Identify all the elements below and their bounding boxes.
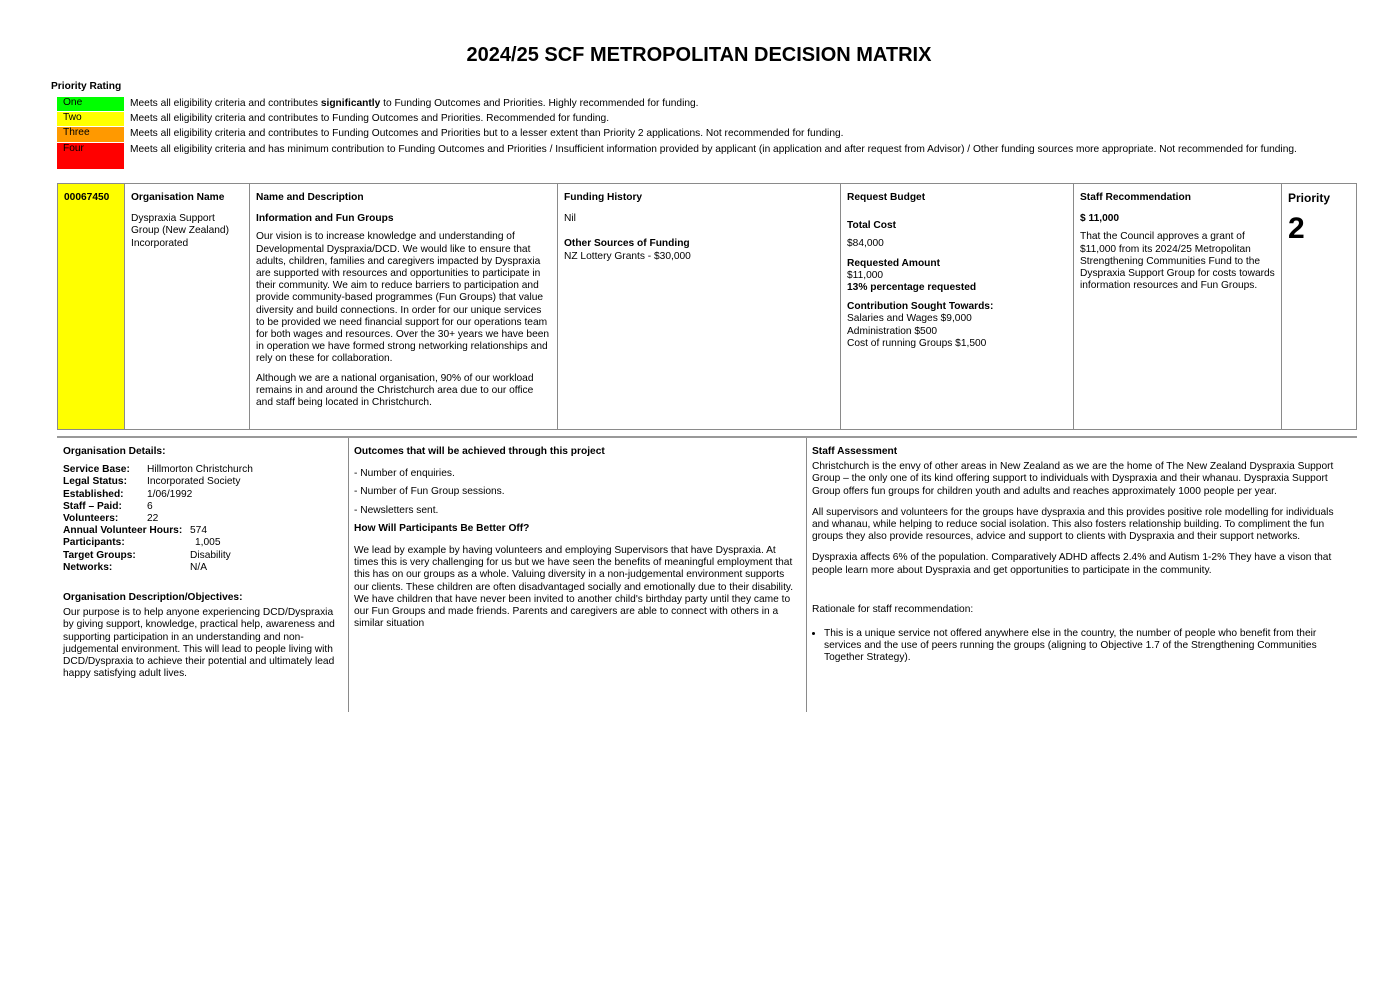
priority-swatch: One — [57, 97, 124, 111]
assessment-paragraph: All supervisors and volunteers for the groups have dyspraxia and this provides positive role modelling for individuals and whanau, while helping to reduce social isolation. This also fosters relationship building. To compliment the fun groups they also provide resources, advice and support to clients with Dyspraxia and their support networks. — [812, 506, 1334, 543]
contribution-item: Cost of running Groups $1,500 — [847, 337, 987, 349]
organisation-description-header: Organisation Description/Objectives: — [63, 591, 243, 603]
funding-history-value: Nil — [564, 213, 576, 225]
organisation-name-header: Organisation Name — [131, 192, 225, 203]
outcome-item: - Number of Fun Group sessions. — [354, 486, 505, 498]
application-id-cell — [58, 184, 125, 429]
field-value: 6 — [147, 500, 153, 512]
staff-recommendation-text: That the Council approves a grant of $11,000 from its 2024/25 Metropolitan Strengthening Communities Fund to the Dyspraxia Support Group for costs towards information resources and Fun Groups. — [1080, 231, 1275, 292]
contribution-item: Salaries and Wages $9,000 — [847, 313, 972, 325]
project-title: Information and Fun Groups — [256, 213, 394, 225]
priority-legend-two — [57, 112, 1317, 126]
priority-rating-heading: Priority Rating — [51, 81, 122, 92]
assessment-paragraph: Christchurch is the envy of other areas in New Zealand as we are the home of The New Zealand Dyspraxia Support Group – the only one of its kind offering support to individuals with Dyspraxia and their whanau. Dyspraxia Support Group offers fun groups for children youth and adults and reaches approximately 1000 people per year. — [812, 461, 1334, 497]
field-value: 1/06/1992 — [147, 488, 193, 500]
funding-history-cell — [558, 184, 841, 429]
name-description-header: Name and Description — [256, 192, 364, 203]
project-description: Our vision is to increase knowledge and understanding of Developmental Dyspraxia/DCD. We would like to ensure that adults, children, families and caregivers impacted by Dyspraxia are supported with resources and opportunities to participate in their community. We aim to reduce barriers to participation and provide community-based programmes (Fun Groups) that value diversity and build connections. In order for our unique services to be provided we need financial support for our operations team for both wages and resources. Over the 30+ years we have been in operation we have formed strong networking relationships and rely on these for collaboration. — [256, 231, 550, 365]
staff-recommendation-amount: $ 11,000 — [1080, 213, 1120, 225]
staff-assessment-section — [806, 438, 1357, 712]
field-label: Networks: — [63, 561, 113, 573]
outcomes-header: Outcomes that will be achieved through this project — [354, 446, 605, 457]
field-label: Participants: — [63, 537, 125, 549]
percentage-requested: 13% percentage requested — [847, 282, 977, 294]
staff-recommendation-header: Staff Recommendation — [1080, 192, 1191, 203]
name-description-cell — [250, 184, 558, 429]
request-budget-header: Request Budget — [847, 192, 926, 203]
other-sources-header: Other Sources of Funding — [564, 238, 690, 250]
field-label: Staff – Paid: — [63, 500, 122, 512]
rationale-list — [812, 628, 1351, 665]
priority-description: Meets all eligibility criteria and contributes to Funding Outcomes and Priorities. Recommended for funding. — [130, 113, 610, 124]
other-sources-value: NZ Lottery Grants - $30,000 — [564, 250, 691, 262]
priority-value: 2 — [1288, 212, 1305, 246]
priority-header: Priority — [1288, 191, 1331, 205]
field-label: Service Base: — [63, 464, 130, 476]
field-value: Incorporated Society — [147, 476, 241, 488]
priority-description: Meets all eligibility criteria and contributes significantly to Funding Outcomes and Priorities. Highly recommended for funding. — [130, 98, 699, 109]
field-value: 1,005 — [195, 537, 221, 549]
staff-assessment-header: Staff Assessment — [812, 446, 898, 457]
field-value: N/A — [190, 561, 207, 573]
priority-legend-three — [57, 127, 1317, 142]
funding-history-header: Funding History — [564, 192, 643, 203]
organisation-details-header: Organisation Details: — [63, 446, 166, 457]
field-value: 22 — [147, 512, 159, 524]
organisation-name-cell — [125, 184, 250, 429]
requested-amount-value: $11,000 — [847, 269, 884, 281]
outcome-item: - Number of enquiries. — [354, 468, 455, 480]
contribution-label: Contribution Sought Towards: — [847, 301, 994, 313]
organisation-name: Dyspraxia Support Group (New Zealand) Incorporated — [131, 213, 229, 249]
priority-swatch: Three — [57, 127, 124, 142]
field-label: Target Groups: — [63, 549, 136, 561]
priority-swatch: Two — [57, 112, 124, 126]
better-off-text: We lead by example by having volunteers and employing Supervisors that have Dyspraxia. At times this is very challenging for us but we have seen the benefits of meaningful employment that this has on our groups as a whole. Valuing diversity in a non-judgemental environment supports our clients. These children are often disadvantaged socially and emotionally due to their disability. We have children that have never been invited to another child's birthday party until they came to our Fun Groups and made friends. Parents and caregivers are able to connect with others in a similar situation — [354, 545, 794, 630]
organisation-details — [57, 438, 348, 712]
request-budget-cell — [841, 184, 1074, 429]
assessment-paragraph: Dyspraxia affects 6% of the population. Comparatively ADHD affects 2.4% and Autism 1-2% They have a vison that people learn more about Dyspraxia and get opportunities to participate in the community. — [812, 552, 1332, 576]
project-description-location: Although we are a national organisation, 90% of our workload remains in and around the Christchurch area due to our office and staff being located in Christchurch. — [256, 372, 534, 409]
priority-description: Meets all eligibility criteria and has minimum contribution to Funding Outcomes and Priorities / Insufficient information provided by applicant (in application and after request from Advisor) / Other funding sources more appropriate. Not recommended for funding. — [130, 144, 1297, 155]
contribution-item: Administration $500 — [847, 325, 938, 337]
requested-amount-label: Requested Amount — [847, 257, 941, 269]
total-cost-value: $84,000 — [847, 238, 884, 250]
rationale-item: • This is a unique service not offered anywhere else in the country, the number of people who benefit from their services and the use of peers running the groups (aligning to Objective 1.7 of the Strengthening Communities Together Strategy). — [824, 628, 1351, 665]
details-section — [57, 436, 1357, 712]
priority-cell — [1282, 184, 1356, 429]
field-value: Hillmorton Christchurch — [147, 464, 253, 476]
application-table — [57, 183, 1357, 430]
field-value: 574 — [190, 525, 207, 537]
page-title: 2024/25 SCF METROPOLITAN DECISION MATRIX — [466, 44, 932, 66]
field-label: Established: — [63, 488, 124, 500]
application-id: 00067450 — [64, 192, 110, 203]
total-cost-label: Total Cost — [847, 220, 897, 232]
field-value: Disability — [190, 549, 231, 561]
field-label: Annual Volunteer Hours: — [63, 525, 183, 537]
rationale-label: Rationale for staff recommendation: — [812, 603, 974, 615]
field-label: Volunteers: — [63, 512, 119, 524]
outcome-item: - Newsletters sent. — [354, 504, 439, 516]
priority-legend-four — [57, 143, 1317, 169]
organisation-description: Our purpose is to help anyone experiencing DCD/Dyspraxia by giving support, knowledge, practical help, awareness and supporting participation in an understanding and non-judgemental environment. This will lead to people living with DCD/Dyspraxia to achieve their potential and ultimately lead happy satisfying adult lives. — [63, 607, 335, 680]
priority-description: Meets all eligibility criteria and contributes to Funding Outcomes and Priorities but to a lesser extent than Priority 2 applications. Not recommended for funding. — [130, 128, 844, 139]
priority-legend-one — [57, 97, 1317, 111]
priority-swatch: Four — [57, 143, 124, 169]
staff-recommendation-cell — [1074, 184, 1282, 429]
outcomes-section — [348, 438, 806, 712]
field-label: Legal Status: — [63, 476, 127, 488]
better-off-header: How Will Participants Be Better Off? — [354, 522, 530, 534]
